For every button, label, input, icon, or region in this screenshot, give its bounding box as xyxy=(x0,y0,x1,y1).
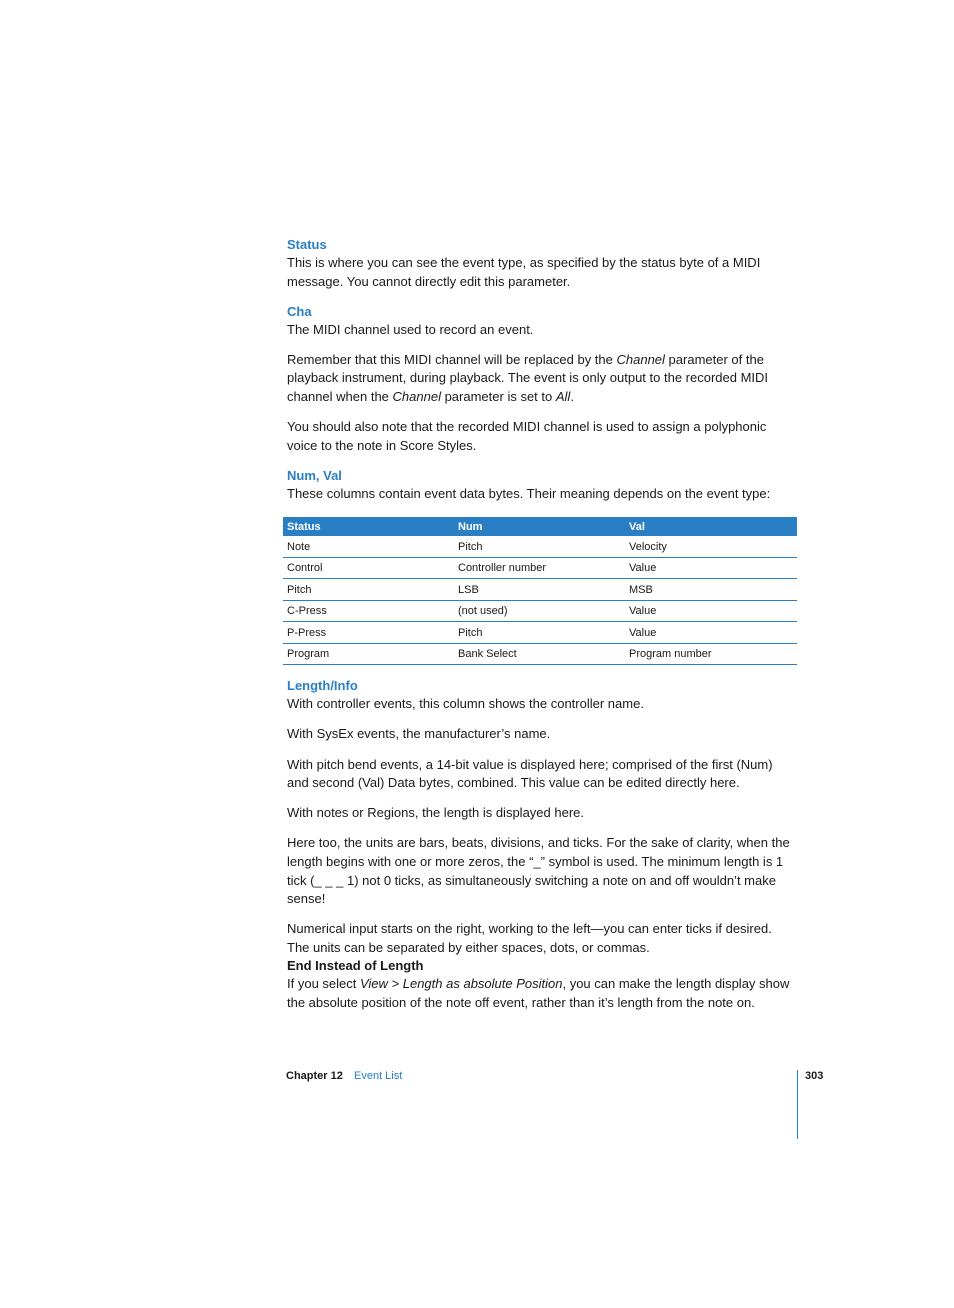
table-cell: Program number xyxy=(625,643,797,665)
lengthinfo-p2: With SysEx events, the manufacturer’s name. xyxy=(287,726,551,742)
table-header-val: Val xyxy=(625,517,797,536)
table-cell: Velocity xyxy=(625,536,797,557)
status-body: This is where you can see the event type, as specified by the status byte of a MIDI message. You cannot directly edit this parameter. xyxy=(287,255,761,289)
table-cell: Controller number xyxy=(454,557,625,579)
table-cell: Value xyxy=(625,600,797,622)
table-cell: Bank Select xyxy=(454,643,625,665)
cha-p2: Remember that this MIDI channel will be replaced by the Channel parameter of the playback instrument, during playback. The event is only output to the recorded MIDI channel when the Channel parameter is set to All. xyxy=(287,351,769,404)
lengthinfo-p3: With pitch bend events, a 14-bit value is displayed here; comprised of the first (Num) and second (Val) Data bytes, combined. This value can be edited directly here. xyxy=(287,756,773,791)
footer-chapter: Chapter 12 xyxy=(286,1070,343,1082)
cha-p1: The MIDI channel used to record an event. xyxy=(287,321,534,337)
table-header-row xyxy=(283,517,797,536)
table-cell: Pitch xyxy=(454,622,625,644)
table-row xyxy=(283,643,797,665)
table-cell: Value xyxy=(625,557,797,579)
page-content xyxy=(287,236,797,1013)
footer-section-link[interactable]: Event List xyxy=(354,1070,403,1082)
table-cell: MSB xyxy=(625,579,797,601)
table-header-num: Num xyxy=(454,517,625,536)
page-number: 303 xyxy=(805,1070,824,1082)
numval-heading: Num, Val xyxy=(287,467,342,483)
table-cell: P-Press xyxy=(283,622,454,644)
lengthinfo-p6: Numerical input starts on the right, working to the left—you can enter ticks if desired. The units can be separated by either spaces, dots, or commas. xyxy=(287,921,772,955)
table-row xyxy=(283,622,797,644)
endinstead-heading: End Instead of Length xyxy=(287,958,424,974)
table-header-status: Status xyxy=(283,517,454,536)
lengthinfo-p4: With notes or Regions, the length is displayed here. xyxy=(287,805,585,821)
endinstead-body: If you select View > Length as absolute Position, you can make the length display show the absolute position of the note off event, rather than it’s length from the note on. xyxy=(287,976,790,1010)
lengthinfo-p1: With controller events, this column shows the controller name. xyxy=(287,696,644,712)
table-row xyxy=(283,557,797,579)
table-row xyxy=(283,536,797,557)
lengthinfo-heading: Length/Info xyxy=(287,678,358,694)
table-row xyxy=(283,579,797,601)
table-cell: Pitch xyxy=(283,579,454,601)
table-cell: (not used) xyxy=(454,600,625,622)
table-row xyxy=(283,600,797,622)
lengthinfo-p5: Here too, the units are bars, beats, divisions, and ticks. For the sake of clarity, when the length begins with one or more zeros, the “_” symbol is used. The minimum length is 1 tick (_ _ _ 1) not 0 ticks, as simultaneously switching a note on and off wouldn’t make sense! xyxy=(287,835,790,907)
table-cell: Pitch xyxy=(454,536,625,557)
cha-heading: Cha xyxy=(287,303,312,319)
table-cell: Note xyxy=(283,536,454,557)
status-heading: Status xyxy=(287,237,327,252)
cha-p3: You should also note that the recorded MIDI channel is used to assign a polyphonic voice to the note in Score Styles. xyxy=(287,419,767,453)
event-data-table xyxy=(283,517,797,665)
table-cell: Program xyxy=(283,643,454,665)
table-cell: Control xyxy=(283,557,454,579)
numval-body: These columns contain event data bytes. Their meaning depends on the event type: xyxy=(287,485,771,501)
table-cell: C-Press xyxy=(283,600,454,622)
table-cell: Value xyxy=(625,622,797,644)
table-cell: LSB xyxy=(454,579,625,601)
footer-divider xyxy=(797,1070,798,1139)
